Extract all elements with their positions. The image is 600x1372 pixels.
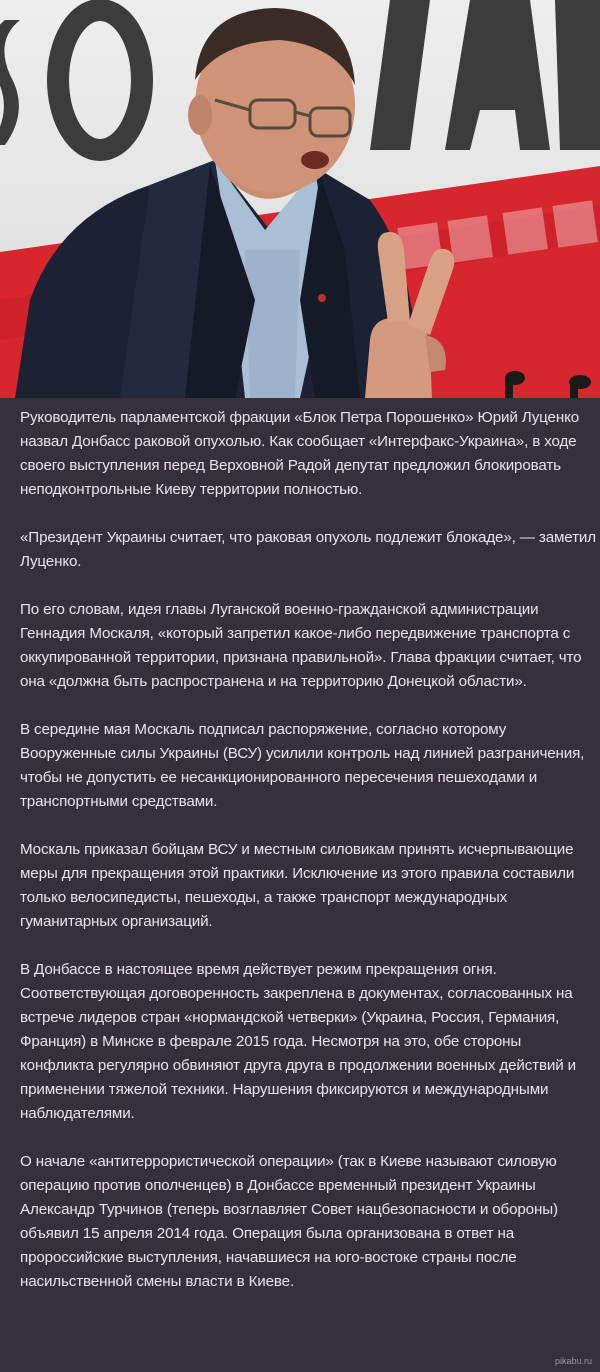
site-watermark: pikabu.ru (554, 1356, 592, 1366)
article-photo (0, 0, 600, 398)
article-paragraph: Москаль приказал бойцам ВСУ и местным силовикам принять исчерпывающие меры для прекращения этой практики. Исключение из этого правила составили только велосипедисты, пешеходы, а также транспорт международных гуманитарных организаций. (20, 841, 575, 930)
article-paragraph: По его словам, идея главы Луганской военно-гражданской администрации Геннадия Москаля, «который запретил какое-либо передвижение транспорта с оккупированной территории, признана правильной». Глава фракции считает, что она «должна быть распространена и на территорию Донецкой области». (20, 601, 582, 690)
article-body (20, 406, 598, 1318)
article-paragraph: В середине мая Москаль подписал распоряжение, согласно которому Вооруженные силы Украины (ВСУ) усилили контроль над линией разграничения, чтобы не допустить ее несанкционированного пересечения пешеходами и транспортными средствами. (20, 721, 585, 810)
article-paragraph: «Президент Украины считает, что раковая опухоль подлежит блокаде», — заметил Луценко. (20, 529, 596, 570)
speaker-photo-icon (0, 0, 600, 398)
article-paragraph: Руководитель парламентской фракции «Блок Петра Порошенко» Юрий Луценко назвал Донбасс раковой опухолью. Как сообщает «Интерфакс-Украина», в ходе своего выступления перед Верховной Радой депутат предложил блокировать неподконтрольные Киеву территории полностью. (20, 409, 580, 498)
article-paragraph: О начале «антитеррористической операции» (так в Киеве называют силовую операцию против ополченцев) в Донбассе временный президент Украины Александр Турчинов (теперь возглавляет Совет нацбезопасности и обороны) объявил 15 апреля 2014 года. Операция была организована в ответ на пророссийские выступления, начавшиеся на юго-востоке страны после насильственной смены власти в Киеве. (20, 1153, 558, 1290)
article-paragraph: В Донбассе в настоящее время действует режим прекращения огня. Соответствующая договоренность закреплена в документах, согласованных на встрече лидеров стран «нормандской четверки» (Украина, Россия, Германия, Франция) в Минске в феврале 2015 года. Несмотря на это, обе стороны конфликта регулярно обвиняют друга друга в продолжении военных действий и применении тяжелой техники. Нарушения фиксируются и международными наблюдателями. (20, 961, 576, 1122)
